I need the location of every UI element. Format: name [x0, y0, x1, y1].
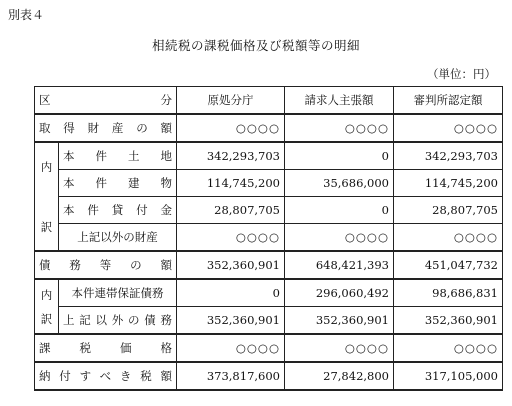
row-label: 取得財産の額	[35, 114, 177, 142]
cell-requester: ○○○○	[285, 224, 394, 252]
table-header-row	[35, 87, 503, 115]
group-char: 内	[40, 159, 53, 174]
cell-tribunal: ○○○○	[394, 224, 503, 252]
cell-tribunal: 342,293,703	[394, 142, 503, 170]
cell-original: ○○○○	[177, 334, 285, 362]
row-label: 上記以外の債務	[59, 307, 177, 335]
cell-tribunal: 317,105,000	[394, 362, 503, 390]
row-label: 上記以外の財産	[59, 224, 177, 252]
table-row-tax-due	[35, 362, 503, 390]
cell-requester: 35,686,000	[285, 170, 394, 197]
table-row-loan	[35, 197, 503, 224]
cell-requester: 296,060,492	[285, 279, 394, 307]
row-label: 本件連帯保証債務	[59, 279, 177, 307]
row-label: 本件土地	[59, 142, 177, 170]
cell-tribunal: 98,686,831	[394, 279, 503, 307]
cell-tribunal: 114,745,200	[394, 170, 503, 197]
cell-original: 114,745,200	[177, 170, 285, 197]
table-row-other-debts	[35, 307, 503, 335]
cell-original: 352,360,901	[177, 307, 285, 335]
table-row-debts	[35, 251, 503, 279]
header-tribunal: 審判所認定額	[394, 87, 503, 115]
table-row-guarantee	[35, 279, 503, 307]
table-row-other-assets	[35, 224, 503, 252]
breakdown-group-label	[35, 142, 59, 251]
cell-tribunal: 28,807,705	[394, 197, 503, 224]
cell-requester: ○○○○	[285, 334, 394, 362]
cell-requester: 352,360,901	[285, 307, 394, 335]
document-title: 相続税の課税価格及び税額等の明細	[151, 38, 360, 53]
cell-tribunal: 352,360,901	[394, 307, 503, 335]
group-char: 内	[40, 287, 53, 302]
row-label: 課税価格	[35, 334, 177, 362]
attachment-label: 別表４	[8, 8, 45, 22]
tax-detail-table	[34, 86, 503, 391]
header-category: 区 分	[35, 87, 177, 115]
unit-label: （単位：円）	[427, 67, 496, 81]
cell-tribunal: 451,047,732	[394, 251, 503, 279]
cell-tribunal: ○○○○	[394, 114, 503, 142]
cell-requester: 648,421,393	[285, 251, 394, 279]
group-char: 訳	[40, 311, 53, 326]
cell-original: 342,293,703	[177, 142, 285, 170]
row-label: 債務等の額	[35, 251, 177, 279]
cell-requester: ○○○○	[285, 114, 394, 142]
row-label: 本件建物	[59, 170, 177, 197]
table-row-land	[35, 142, 503, 170]
table-row-acquired	[35, 114, 503, 142]
row-label: 納付すべき税額	[35, 362, 177, 390]
group-char: 訳	[40, 219, 53, 234]
cell-original: ○○○○	[177, 224, 285, 252]
cell-original: ○○○○	[177, 114, 285, 142]
header-requester: 請求人主張額	[285, 87, 394, 115]
table-row-building	[35, 170, 503, 197]
cell-original: 373,817,600	[177, 362, 285, 390]
table-row-taxable	[35, 334, 503, 362]
header-original: 原処分庁	[177, 87, 285, 115]
cell-requester: 0	[285, 142, 394, 170]
cell-original: 0	[177, 279, 285, 307]
row-label: 本件貸付金	[59, 197, 177, 224]
cell-requester: 27,842,800	[285, 362, 394, 390]
cell-requester: 0	[285, 197, 394, 224]
debt-group-label	[35, 279, 59, 334]
cell-original: 352,360,901	[177, 251, 285, 279]
cell-original: 28,807,705	[177, 197, 285, 224]
cell-tribunal: ○○○○	[394, 334, 503, 362]
